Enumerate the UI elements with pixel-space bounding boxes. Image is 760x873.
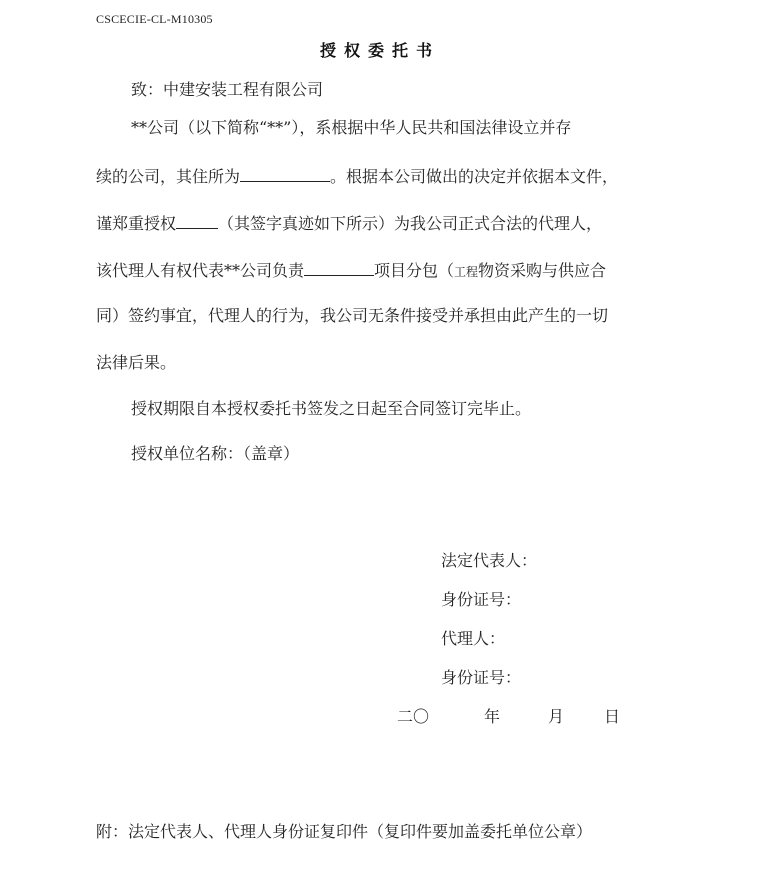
addressee-line: 致：中建安装工程有限公司 — [131, 80, 324, 99]
date-month-label: 月 — [548, 707, 565, 726]
id-number-label-1: 身份证号： — [441, 590, 522, 609]
authorization-period: 授权期限自本授权委托书签发之日起至合同签订完毕止。 — [131, 399, 532, 418]
attachment-note: 附：法定代表人、代理人身份证复印件（复印件要加盖委托单位公章） — [96, 822, 593, 841]
paragraph-1-line-4 — [96, 259, 606, 282]
date-year-label: 年 — [484, 707, 501, 726]
address-blank-field[interactable] — [240, 165, 330, 182]
agent-label: 代理人： — [441, 629, 506, 648]
date-prefix: 二〇 — [397, 707, 430, 726]
paragraph-1-line-5: 同）签约事宜，代理人的行为，我公司无条件接受并承担由此产生的一切 — [96, 306, 609, 325]
text-segment: 续的公司，其住所为 — [96, 167, 241, 186]
text-segment: 谨郑重授权 — [96, 214, 177, 233]
text-segment: （其签字真迹如下所示）为我公司正式合法的代理人， — [218, 214, 603, 233]
date-day-label: 日 — [604, 707, 621, 726]
agent-name-blank-field[interactable] — [176, 212, 218, 229]
id-number-label-2: 身份证号： — [441, 668, 522, 687]
document-code: CSCECIE-CL-M10305 — [96, 12, 213, 26]
text-segment: 物资采购与供应合 — [478, 261, 607, 280]
paragraph-1-line-3 — [96, 212, 602, 234]
authorizing-unit-name: 授权单位名称：（盖章） — [131, 444, 300, 463]
text-segment: 该代理人有权代表**公司负责 — [96, 261, 305, 280]
paragraph-1-line-2 — [96, 165, 618, 187]
text-segment-small: 工程 — [454, 265, 479, 279]
legal-representative-label: 法定代表人： — [441, 551, 538, 570]
project-name-blank-field[interactable] — [304, 259, 374, 276]
document-title: 授权委托书 — [319, 41, 440, 60]
text-segment: 项目分包（ — [374, 261, 455, 280]
text-segment: 。根据本公司做出的决定并依据本文件， — [330, 167, 619, 186]
paragraph-1-line-1: **公司（以下简称“**”），系根据中华人民共和国法律设立并存 — [131, 118, 572, 137]
paragraph-1-line-6: 法律后果。 — [96, 353, 177, 372]
